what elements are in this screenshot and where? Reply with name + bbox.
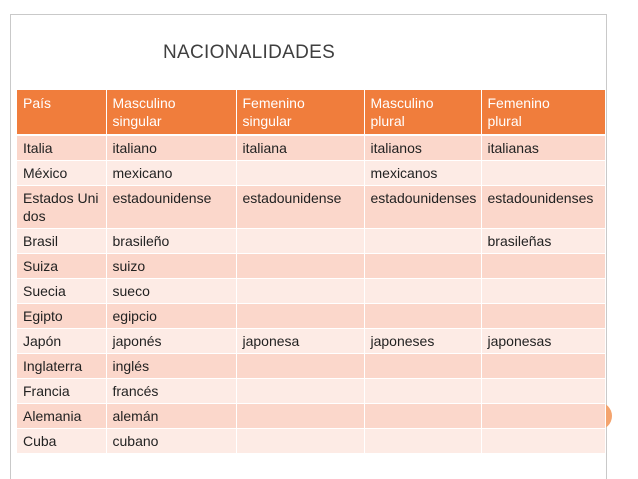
cell-fem-plural	[481, 429, 605, 454]
table-row	[17, 304, 605, 329]
cell-masc-plural: mexicanos	[364, 161, 481, 186]
cell-fem-singular	[236, 379, 364, 404]
cell-fem-singular	[236, 404, 364, 429]
cell-fem-plural: brasileñas	[481, 229, 605, 254]
slide-frame-left	[10, 14, 11, 479]
cell-country: México	[17, 161, 106, 186]
cell-masc-plural	[364, 429, 481, 454]
cell-fem-plural	[481, 354, 605, 379]
cell-masc-plural: estadounidenses	[364, 186, 481, 229]
cell-masc-singular: francés	[106, 379, 236, 404]
cell-country: Egipto	[17, 304, 106, 329]
cell-masc-plural	[364, 229, 481, 254]
cell-masc-singular: inglés	[106, 354, 236, 379]
cell-country: Japón	[17, 329, 106, 354]
cell-country: Cuba	[17, 429, 106, 454]
cell-masc-singular: japonés	[106, 329, 236, 354]
cell-country: Italia	[17, 135, 106, 161]
cell-fem-plural	[481, 254, 605, 279]
cell-fem-plural: italianas	[481, 135, 605, 161]
nationalities-table	[17, 90, 606, 454]
cell-masc-plural	[364, 254, 481, 279]
table-row	[17, 279, 605, 304]
table-row	[17, 429, 605, 454]
cell-masc-plural: italianos	[364, 135, 481, 161]
cell-fem-singular: estadounidense	[236, 186, 364, 229]
cell-fem-plural	[481, 404, 605, 429]
table-row	[17, 229, 605, 254]
cell-masc-plural	[364, 379, 481, 404]
cell-masc-plural	[364, 404, 481, 429]
cell-fem-singular	[236, 161, 364, 186]
table-row	[17, 379, 605, 404]
cell-fem-singular: japonesa	[236, 329, 364, 354]
cell-fem-plural: estadounidenses	[481, 186, 605, 229]
cell-fem-plural: japonesas	[481, 329, 605, 354]
cell-masc-singular: egipcio	[106, 304, 236, 329]
cell-masc-plural: japoneses	[364, 329, 481, 354]
cell-fem-plural	[481, 379, 605, 404]
cell-country: Suecia	[17, 279, 106, 304]
header-cell-masc-plural: Masculino plural	[364, 90, 481, 135]
cell-fem-singular	[236, 354, 364, 379]
cell-masc-singular: sueco	[106, 279, 236, 304]
table-row	[17, 186, 605, 229]
cell-fem-singular	[236, 279, 364, 304]
cell-masc-singular: italiano	[106, 135, 236, 161]
cell-fem-singular	[236, 254, 364, 279]
table-row	[17, 354, 605, 379]
cell-fem-singular	[236, 304, 364, 329]
cell-masc-plural	[364, 304, 481, 329]
header-row	[17, 90, 605, 135]
cell-fem-singular	[236, 429, 364, 454]
table-row	[17, 161, 605, 186]
cell-masc-singular: mexicano	[106, 161, 236, 186]
cell-masc-singular: suizo	[106, 254, 236, 279]
cell-country: Estados Unidos	[17, 186, 106, 229]
table-row	[17, 404, 605, 429]
header-cell-country: País	[17, 90, 106, 135]
table-header	[17, 90, 605, 135]
cell-country: Brasil	[17, 229, 106, 254]
cell-country: Inglaterra	[17, 354, 106, 379]
cell-fem-plural	[481, 161, 605, 186]
cell-masc-singular: estadounidense	[106, 186, 236, 229]
cell-masc-singular: cubano	[106, 429, 236, 454]
table-row	[17, 329, 605, 354]
header-cell-masc-singular: Masculino singular	[106, 90, 236, 135]
cell-masc-singular: brasileño	[106, 229, 236, 254]
cell-country: Alemania	[17, 404, 106, 429]
cell-masc-plural	[364, 354, 481, 379]
header-cell-fem-plural: Femenino plural	[481, 90, 605, 135]
page-title: NACIONALIDADES	[163, 42, 336, 63]
cell-fem-plural	[481, 279, 605, 304]
header-cell-fem-singular: Femenino singular	[236, 90, 364, 135]
cell-fem-singular	[236, 229, 364, 254]
cell-fem-singular: italiana	[236, 135, 364, 161]
table-row	[17, 254, 605, 279]
cell-masc-singular: alemán	[106, 404, 236, 429]
cell-masc-plural	[364, 279, 481, 304]
cell-fem-plural	[481, 304, 605, 329]
cell-country: Suiza	[17, 254, 106, 279]
cell-country: Francia	[17, 379, 106, 404]
slide-frame-top	[10, 14, 606, 15]
table-row	[17, 135, 605, 161]
table-body	[17, 135, 605, 454]
